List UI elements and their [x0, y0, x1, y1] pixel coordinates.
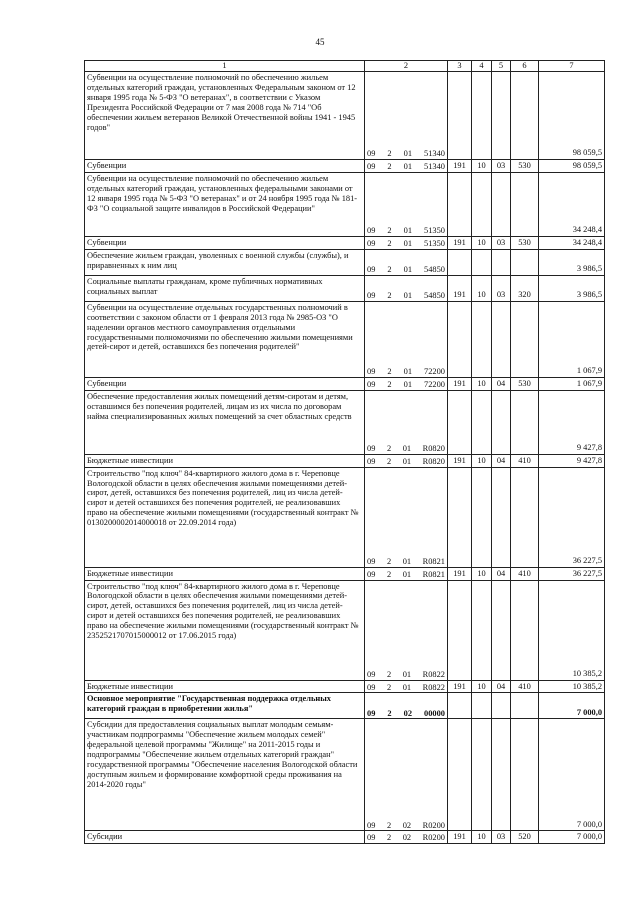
- row-description: Субвенции на осуществление полномочий по обеспечению жильем отдельных категорий граждан, установленных Федеральным законом от 12 января 1995 года № 5-ФЗ "О ветеранах", в соответствии с Указом Президента Российской Федерации от 7 мая 2008 года № 714 "Об обеспечении жильем ветеранов Великой Отечественной войны 1941 - 1945 годов": [85, 72, 365, 160]
- table-row: [85, 72, 605, 160]
- header-cell: 5: [492, 61, 511, 72]
- target-code-cell: [365, 72, 448, 160]
- code-event: 01: [403, 238, 412, 248]
- code-subprogram: 2: [387, 226, 392, 235]
- code-event: 01: [402, 456, 412, 466]
- amount-value: 36 227,5: [539, 467, 605, 567]
- page-number: 45: [315, 37, 325, 47]
- header-cell: 4: [472, 61, 492, 72]
- header-cell: 6: [511, 61, 539, 72]
- code-event: 01: [403, 162, 412, 171]
- amount-value: 34 248,4: [539, 236, 605, 249]
- code-subprogram: 2: [387, 264, 392, 274]
- code-program: 09: [367, 456, 376, 466]
- section-code: 10: [472, 567, 492, 580]
- code-program: 09: [367, 379, 376, 389]
- expense-type-code: 410: [511, 454, 539, 467]
- code-direction: R0821: [422, 556, 445, 566]
- expense-type-code: 410: [511, 680, 539, 693]
- code-direction: R0821: [422, 569, 445, 579]
- code-program: 09: [367, 569, 376, 579]
- section-code: 10: [472, 831, 492, 844]
- code-direction: 51350: [424, 238, 445, 248]
- row-description: Бюджетные инвестиции: [85, 454, 365, 467]
- target-code-cell: [365, 390, 448, 454]
- code-direction: 51340: [424, 162, 445, 171]
- row-description: Субвенции на осуществление отдельных государственных полномочий в соответствии с законом области от 1 февраля 2013 года № 2985-ОЗ "О наделении органов местного самоуправления отдельными государственными полномочиями по обеспечению жилыми помещениями детей-сирот и детей, оставшихся без попечения родителей": [85, 301, 365, 377]
- amount-value: 10 385,2: [539, 680, 605, 693]
- code-program: 09: [367, 149, 376, 159]
- row-description: Бюджетные инвестиции: [85, 680, 365, 693]
- expense-type-code: [511, 72, 539, 160]
- subsection-code: 03: [492, 275, 511, 301]
- code-event: 01: [403, 366, 412, 376]
- table-row: [85, 580, 605, 680]
- row-description: Субсидии для предоставления социальных выплат молодым семьям-участникам подпрограммы "Обеспечение жильем молодых семей" федеральной целевой программы "Жилище" на 2011-2015 годы и подпрограммы "Обеспечение жильем отдельных категорий граждан" государственной программы "Обеспечение населения Вологодской области доступным жильем и формирование комфортной среды проживания на 2014-2020 годы": [85, 719, 365, 831]
- code-subprogram: 2: [386, 456, 392, 466]
- code-program: 09: [367, 833, 376, 843]
- expense-type-code: 530: [511, 377, 539, 390]
- target-code-cell: [365, 467, 448, 567]
- section-code: [472, 390, 492, 454]
- code-program: 09: [367, 820, 376, 830]
- amount-value: 7 000,0: [539, 719, 605, 831]
- department-code: 191: [448, 567, 472, 580]
- code-program: 09: [367, 669, 376, 679]
- amount-value: 9 427,8: [539, 390, 605, 454]
- expense-type-code: [511, 580, 539, 680]
- section-code: [472, 72, 492, 160]
- subsection-code: 04: [492, 377, 511, 390]
- row-description: Субвенции: [85, 236, 365, 249]
- section-code: [472, 693, 492, 719]
- row-description: Субвенции: [85, 377, 365, 390]
- code-event: 02: [402, 820, 412, 830]
- section-code: [472, 249, 492, 275]
- department-code: 191: [448, 454, 472, 467]
- section-code: [472, 172, 492, 236]
- row-description: Строительство "под ключ" 84-квартирного жилого дома в г. Череповце Вологодской области в целях обеспечения жилыми помещениями детей-сирот, детей, оставшихся без попечения родителей, лиц из числа детей-сирот и детей оставшихся без попечения родителей, не реализовавших право на обеспечение жилыми помещениями (государственный контракт № 2352521707015000012 от 17.06.2015 года): [85, 580, 365, 680]
- row-description: Строительство "под ключ" 84-квартирного жилого дома в г. Череповце Вологодской области в целях обеспечения жилыми помещениями детей-сирот, детей, оставшихся без попечения родителей, лиц из числа детей-сирот и детей оставшихся без попечения родителей, не реализовавших право на обеспечение жилыми помещениями (государственный контракт № 0130200002014000018 от 22.09.2014 года): [85, 467, 365, 567]
- amount-value: 1 067,9: [539, 301, 605, 377]
- code-program: 09: [367, 708, 376, 718]
- subsection-code: [492, 390, 511, 454]
- header-cell: 7: [539, 61, 605, 72]
- code-subprogram: 2: [387, 162, 392, 171]
- expense-type-code: [511, 467, 539, 567]
- department-code: [448, 693, 472, 719]
- code-direction: 51350: [424, 226, 445, 235]
- code-subprogram: 2: [387, 290, 392, 300]
- expense-type-code: [511, 719, 539, 831]
- target-code-cell: [365, 160, 448, 173]
- table-row: [85, 301, 605, 377]
- subsection-code: [492, 301, 511, 377]
- table-row: [85, 693, 605, 719]
- code-event: 01: [403, 226, 412, 235]
- row-description: Обеспечение предоставления жилых помещений детям-сиротам и детям, оставшимся без попечения родителей, лицам из их числа по договорам найма специализированных жилых помещений за счет областных средств: [85, 390, 365, 454]
- code-subprogram: 2: [387, 366, 392, 376]
- department-code: [448, 390, 472, 454]
- code-program: 09: [367, 290, 376, 300]
- code-event: 01: [402, 682, 412, 692]
- expense-type-code: 410: [511, 567, 539, 580]
- code-subprogram: 2: [387, 149, 392, 159]
- target-code-cell: [365, 719, 448, 831]
- code-direction: R0820: [422, 456, 445, 466]
- target-code-cell: [365, 693, 448, 719]
- subsection-code: [492, 580, 511, 680]
- section-code: 10: [472, 236, 492, 249]
- subsection-code: 03: [492, 831, 511, 844]
- table-row: [85, 719, 605, 831]
- header-cell: 1: [85, 61, 365, 72]
- code-direction: 51340: [424, 149, 445, 159]
- code-event: 02: [402, 833, 412, 843]
- section-code: 10: [472, 377, 492, 390]
- amount-value: 10 385,2: [539, 580, 605, 680]
- row-description: Субвенции: [85, 160, 365, 173]
- amount-value: 3 986,5: [539, 275, 605, 301]
- header-row: [85, 61, 605, 72]
- code-direction: R0822: [422, 682, 445, 692]
- target-code-cell: [365, 454, 448, 467]
- row-description: Обеспечение жильем граждан, уволенных с военной службы (службы), и приравненных к ним лиц: [85, 249, 365, 275]
- table-row: [85, 567, 605, 580]
- code-program: 09: [367, 556, 376, 566]
- target-code-cell: [365, 249, 448, 275]
- subsection-code: [492, 467, 511, 567]
- code-program: 09: [367, 443, 376, 453]
- section-code: [472, 301, 492, 377]
- code-subprogram: 2: [386, 820, 392, 830]
- code-event: 01: [403, 264, 412, 274]
- department-code: [448, 249, 472, 275]
- table-row: [85, 680, 605, 693]
- expense-type-code: 320: [511, 275, 539, 301]
- amount-value: 7 000,0: [539, 693, 605, 719]
- department-code: 191: [448, 236, 472, 249]
- subsection-code: 04: [492, 680, 511, 693]
- code-direction: 00000: [424, 708, 445, 718]
- target-code-cell: [365, 567, 448, 580]
- section-code: 10: [472, 275, 492, 301]
- code-subprogram: 2: [386, 833, 392, 843]
- code-subprogram: 2: [386, 443, 392, 453]
- code-subprogram: 2: [387, 379, 392, 389]
- target-code-cell: [365, 301, 448, 377]
- target-code-cell: [365, 236, 448, 249]
- row-description: Бюджетные инвестиции: [85, 567, 365, 580]
- code-event: 01: [402, 556, 412, 566]
- subsection-code: [492, 719, 511, 831]
- subsection-code: [492, 172, 511, 236]
- target-code-cell: [365, 831, 448, 844]
- amount-value: 98 059,5: [539, 72, 605, 160]
- subsection-code: [492, 249, 511, 275]
- amount-value: 1 067,9: [539, 377, 605, 390]
- budget-table: [84, 60, 605, 844]
- header-cell: 2: [365, 61, 448, 72]
- code-program: 09: [367, 366, 376, 376]
- code-direction: R0820: [422, 443, 445, 453]
- row-description: Социальные выплаты гражданам, кроме публичных нормативных социальных выплат: [85, 275, 365, 301]
- code-program: 09: [367, 238, 376, 248]
- target-code-cell: [365, 680, 448, 693]
- code-direction: 72200: [424, 366, 445, 376]
- department-code: [448, 301, 472, 377]
- amount-value: 36 227,5: [539, 567, 605, 580]
- department-code: [448, 72, 472, 160]
- expense-type-code: [511, 693, 539, 719]
- section-code: [472, 467, 492, 567]
- target-code-cell: [365, 172, 448, 236]
- subsection-code: 04: [492, 567, 511, 580]
- department-code: 191: [448, 831, 472, 844]
- expense-type-code: 530: [511, 236, 539, 249]
- section-code: [472, 719, 492, 831]
- code-event: 01: [403, 290, 412, 300]
- row-description: Субсидии: [85, 831, 365, 844]
- code-event: 02: [403, 708, 412, 718]
- table-row: [85, 160, 605, 173]
- code-subprogram: 2: [387, 708, 392, 718]
- department-code: [448, 172, 472, 236]
- amount-value: 98 059,5: [539, 160, 605, 173]
- table-row: [85, 172, 605, 236]
- code-event: 01: [402, 443, 412, 453]
- row-description: Субвенции на осуществление полномочий по обеспечению жильем отдельных категорий граждан, установленных федеральными законами от 12 января 1995 года № 5-ФЗ "О ветеранах" и от 24 ноября 1995 года № 181-ФЗ "О социальной защите инвалидов в Российской Федерации": [85, 172, 365, 236]
- code-direction: R0822: [422, 669, 445, 679]
- department-code: 191: [448, 275, 472, 301]
- section-code: 10: [472, 454, 492, 467]
- subsection-code: [492, 72, 511, 160]
- code-program: 09: [367, 682, 376, 692]
- code-direction: R0200: [422, 833, 445, 843]
- code-event: 01: [402, 669, 412, 679]
- expense-type-code: [511, 390, 539, 454]
- code-program: 09: [367, 264, 376, 274]
- code-event: 01: [403, 379, 412, 389]
- subsection-code: 03: [492, 236, 511, 249]
- section-code: [472, 580, 492, 680]
- code-direction: 72200: [424, 379, 445, 389]
- table-row: [85, 377, 605, 390]
- amount-value: 3 986,5: [539, 249, 605, 275]
- target-code-cell: [365, 275, 448, 301]
- target-code-cell: [365, 580, 448, 680]
- department-code: [448, 719, 472, 831]
- expense-type-code: [511, 172, 539, 236]
- code-event: 01: [403, 149, 412, 159]
- code-subprogram: 2: [386, 669, 392, 679]
- table-row: [85, 467, 605, 567]
- table-row: [85, 831, 605, 844]
- expense-type-code: 520: [511, 831, 539, 844]
- department-code: 191: [448, 160, 472, 173]
- department-code: [448, 580, 472, 680]
- subsection-code: 04: [492, 454, 511, 467]
- expense-type-code: [511, 249, 539, 275]
- target-code-cell: [365, 377, 448, 390]
- table-row: [85, 249, 605, 275]
- table-row: [85, 390, 605, 454]
- code-subprogram: 2: [387, 238, 392, 248]
- code-program: 09: [367, 162, 376, 171]
- subsection-code: [492, 693, 511, 719]
- expense-type-code: 530: [511, 160, 539, 173]
- code-subprogram: 2: [386, 682, 392, 692]
- section-code: 10: [472, 680, 492, 693]
- code-direction: R0200: [422, 820, 445, 830]
- code-subprogram: 2: [386, 569, 392, 579]
- subsection-code: 03: [492, 160, 511, 173]
- row-description: Основное мероприятие "Государственная поддержка отдельных категорий граждан в приобретении жилья": [85, 693, 365, 719]
- expense-type-code: [511, 301, 539, 377]
- code-program: 09: [367, 226, 376, 235]
- department-code: 191: [448, 377, 472, 390]
- header-cell: 3: [448, 61, 472, 72]
- amount-value: 34 248,4: [539, 172, 605, 236]
- amount-value: 9 427,8: [539, 454, 605, 467]
- code-event: 01: [402, 569, 412, 579]
- section-code: 10: [472, 160, 492, 173]
- department-code: 191: [448, 680, 472, 693]
- code-direction: 54850: [424, 290, 445, 300]
- amount-value: 7 000,0: [539, 831, 605, 844]
- table-row: [85, 275, 605, 301]
- code-direction: 54850: [424, 264, 445, 274]
- table-row: [85, 454, 605, 467]
- department-code: [448, 467, 472, 567]
- code-subprogram: 2: [386, 556, 392, 566]
- table-row: [85, 236, 605, 249]
